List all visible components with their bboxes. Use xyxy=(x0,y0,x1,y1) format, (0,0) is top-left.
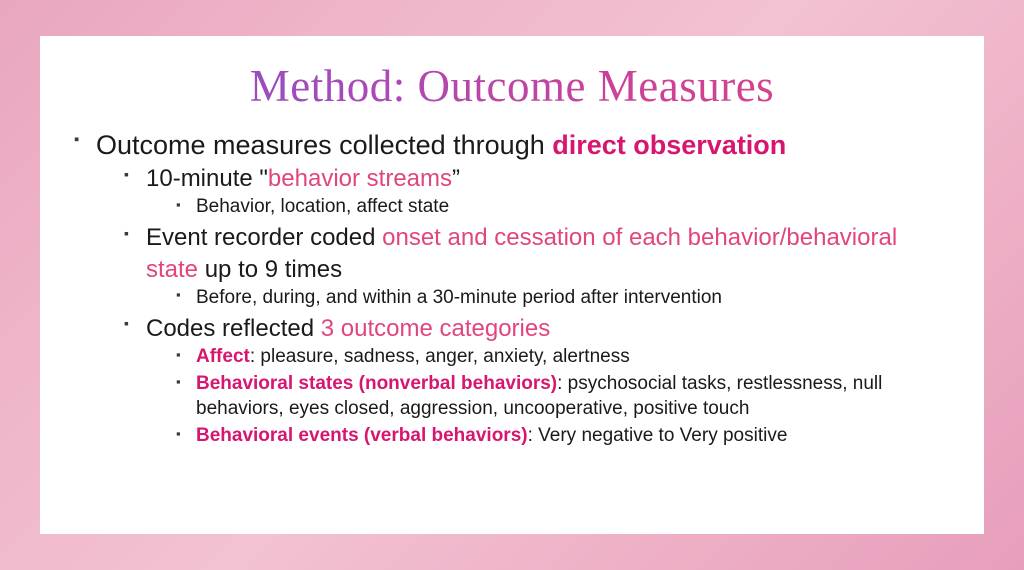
outline-level-3-b xyxy=(176,285,950,310)
slide-body xyxy=(40,122,984,448)
bullet-text-2c: ” xyxy=(452,165,460,193)
page-title: Method: Outcome Measures xyxy=(40,60,984,112)
list-item xyxy=(74,128,950,448)
bullet-text-7: : pleasure, sadness, anger, anxiety, alertness xyxy=(249,346,630,367)
bullet-glyph-icon: ▪ xyxy=(74,130,80,148)
bullet-glyph-icon: ▪ xyxy=(176,196,181,212)
bullet-text-4b: onset and cessation of each behavior/behavioral state xyxy=(146,224,898,283)
outline-level-2-a xyxy=(124,163,950,448)
bullet-text-2a: 10-minute " xyxy=(146,165,268,193)
bullet-glyph-icon: ▪ xyxy=(176,287,181,303)
outline-level-3-c xyxy=(176,344,950,448)
bullet-text-2b: behavior streams xyxy=(267,165,452,193)
outline-level-1 xyxy=(74,128,950,448)
list-item xyxy=(176,371,950,421)
slide-canvas xyxy=(40,36,984,534)
list-item xyxy=(124,222,950,309)
bullet-glyph-icon: ▪ xyxy=(124,315,129,332)
bullet-text-9: : Very negative to Very positive xyxy=(527,425,788,447)
bullet-text-4a: Event recorder coded xyxy=(146,224,383,252)
bullet-glyph-icon: ▪ xyxy=(124,165,129,182)
bullet-text-8: : psychosocial tasks, restlessness, null behaviors, eyes closed, aggression, uncooperative, positive touch xyxy=(196,373,883,420)
list-item xyxy=(124,313,950,449)
list-item xyxy=(176,194,950,219)
bullet-text-1a: Outcome measures collected through xyxy=(96,130,553,160)
bullet-label-behavioral-states: Behavioral states (nonverbal behaviors) xyxy=(196,373,558,395)
bullet-glyph-icon: ▪ xyxy=(176,346,181,362)
bullet-text-1b: direct observation xyxy=(552,130,787,160)
list-item xyxy=(176,285,950,310)
outline-level-3-a xyxy=(176,194,950,219)
bullet-text-3: Behavior, location, affect state xyxy=(196,196,450,218)
list-item xyxy=(176,344,950,369)
bullet-glyph-icon: ▪ xyxy=(176,373,181,389)
bullet-label-behavioral-events: Behavioral events (verbal behaviors) xyxy=(196,425,528,447)
bullet-text-6b: 3 outcome categories xyxy=(320,314,551,342)
bullet-text-6a: Codes reflected xyxy=(146,314,321,342)
list-item xyxy=(176,423,950,448)
bullet-glyph-icon: ▪ xyxy=(124,225,129,242)
bullet-glyph-icon: ▪ xyxy=(176,425,181,441)
bullet-label-affect: Affect xyxy=(196,346,250,367)
list-item xyxy=(124,163,950,219)
bullet-text-5: Before, during, and within a 30-minute period after intervention xyxy=(196,286,722,308)
bullet-text-4c: up to 9 times xyxy=(198,255,343,283)
